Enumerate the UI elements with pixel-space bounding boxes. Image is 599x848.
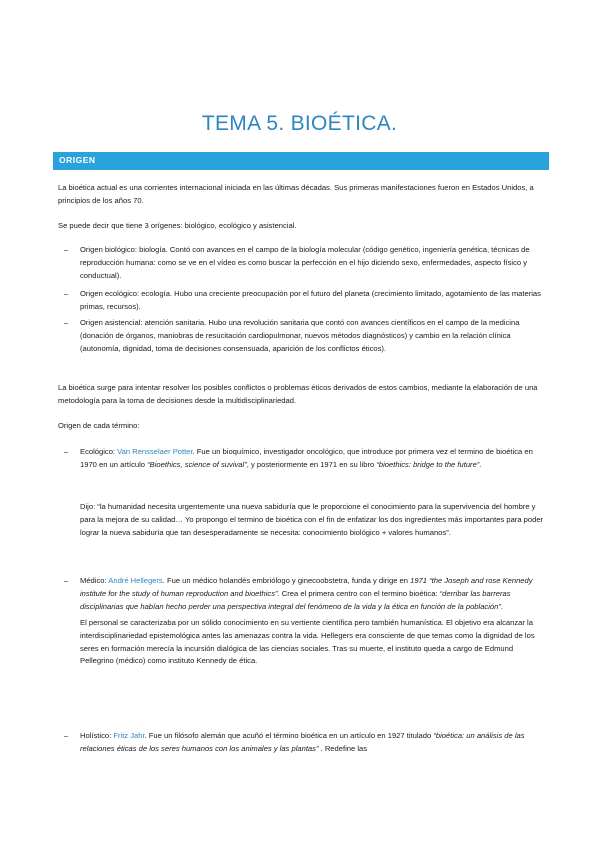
term-label: Médico: (80, 576, 109, 585)
term-ecological: Ecológico: Van Rensselaer Potter. Fue un bioquímico, investigador oncológico, que introduce por primera vez el termino de bioética en 1970 en un artículo “Bioethics, science of suvival”, y posteriormente en 1971 en su libro “bioethics: bridge to the future”. (80, 447, 533, 469)
hellegers-paragraph: El personal se caracterizaba por un sólido conocimiento en su vertiente científica pero también humanística. El objetivo era alcanzar la interdisciplinariedad epistemológica antes las amenazas contra la vida. Hellegers era consciente de que temas como la dignidad de los seres en formación merecía la incursión dialógica de las ciencias sociales. Tras su muerte, el instituto queda a cargo de Edmund Pellegrino (médico) como instituto Kennedy de ética. (80, 618, 535, 666)
author-link[interactable]: André Hellegers (108, 576, 163, 585)
section-heading: ORIGEN (59, 155, 96, 165)
term-origin-heading: Origen de cada término: (58, 421, 140, 430)
bioethics-purpose-paragraph: La bioética surge para intentar resolver los posibles conflictos o problemas éticos derivados de estos cambios, mediante la elaboración de una metodología para la toma de decisiones desde la multidisciplinariedad. (58, 383, 538, 405)
bullet-mark: – (64, 289, 69, 298)
section-banner (53, 152, 549, 170)
origin-ecological: Origen ecológico: ecología. Hubo una creciente preocupación por el futuro del planeta (crecimiento limitado, agotamiento de las materias primas, recursos). (80, 289, 541, 311)
author-link[interactable]: Van Rensselaer Potter (117, 447, 193, 456)
bullet-mark: – (64, 731, 69, 740)
origins-intro: Se puede decir que tiene 3 orígenes: biológico, ecológico y asistencial. (58, 221, 297, 230)
author-link[interactable]: Fritz Jahr (113, 731, 145, 740)
term-label: Holístico: (80, 731, 114, 740)
bullet-mark: – (64, 447, 69, 456)
bullet-mark: – (64, 576, 69, 585)
term-holistic: Holístico: Fritz Jahr. Fue un filósofo alemán que acuñó el término bioética en un artículo en 1927 titulado “bioética: un análisis de las relaciones éticas de los seres humanos con los animales y las plantas” . Redefine las (80, 731, 525, 753)
intro-paragraph: La bioética actual es una corrientes internacional iniciada en las últimas décadas. Sus primeras manifestaciones fueron en Estados Unidos, a principios de los años 70. (58, 183, 534, 205)
page-title: TEMA 5. BIOÉTICA. (201, 112, 398, 135)
bullet-mark: – (64, 318, 69, 327)
origin-biological: Origen biológico: biología. Contó con avances en el campo de la biología molecular (código genético, ingeniería genética, técnicas de reproducción humana: como se ve en el vídeo es como buscar la perfección en el hijo diciendo sexo, enfermedades, aspecto físico y conductual). (80, 245, 530, 280)
term-label: Ecológico: (80, 447, 118, 456)
potter-quote: Dijo: “la humanidad necesita urgentemente una nueva sabiduría que le proporcione el conocimiento para la supervivencia del hombre y para la mejora de su calidad… Yo propongo el termino de bioética con el fin de enfatizar los dos ingredientes más importantes para poder lograr la nueva sabiduría que tan desesperadamente se necesita: conocimiento biológico + valores humanos”. (80, 502, 544, 537)
bullet-mark: – (64, 245, 69, 254)
term-medical: Médico: André Hellegers. Fue un médico holandés embriólogo y ginecoobstetra, funda y dirige en 1971 “the Joseph and rose Kennedy institute for the study of human reproduction and bioethics”. Crea el primera centro con el termino bioética: “derribar las barreras disciplinarias que habían hecho perder una perspectiva integral del fenómeno de la vida y la ética en función de la población”. (80, 576, 533, 611)
origin-assistance: Origen asistencial: atención sanitaria. Hubo una revolución sanitaria que contó con avances científicos en el campo de la medicina (donación de órganos, maniobras de resucitación cardiopulmonar, nuevos métodos diagnósticos) y cambio en la relación clínica (autonomía, dignidad, toma de decisiones consensuada, aparición de los conflictos éticos). (80, 318, 520, 353)
